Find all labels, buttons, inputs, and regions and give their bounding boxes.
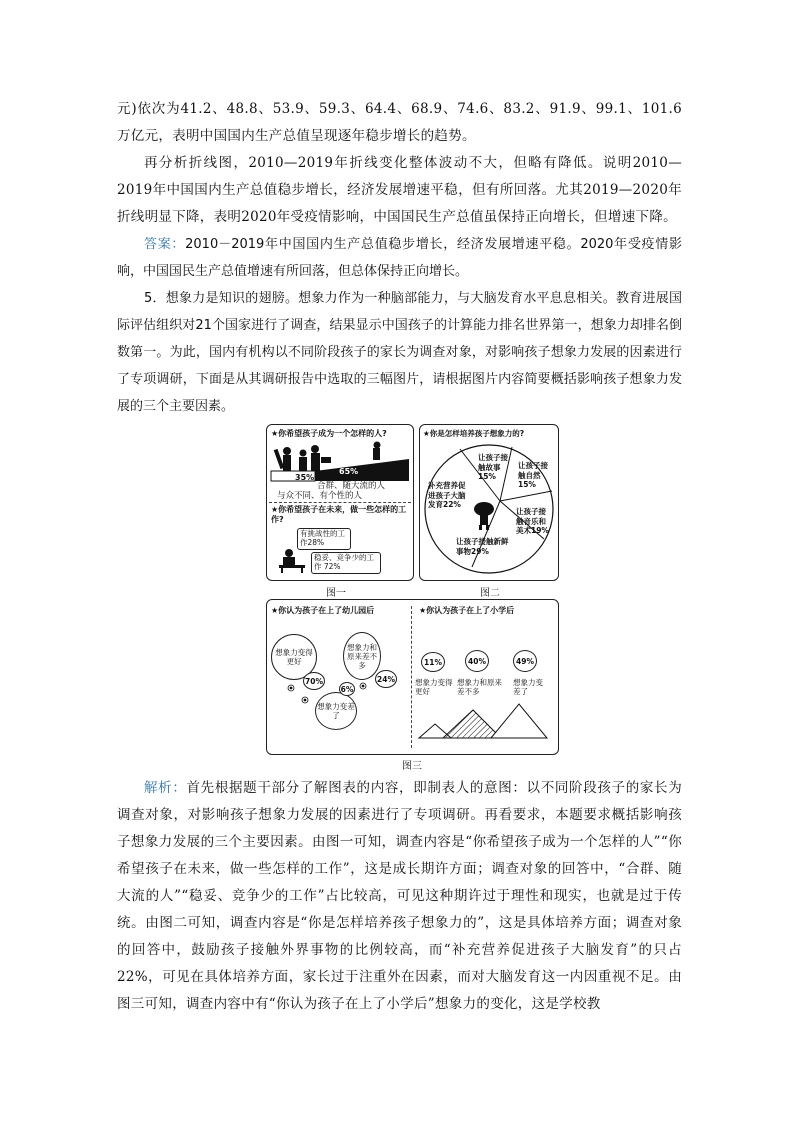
fig1-question-2: ★你希望孩子在未来，做一些怎样的工作? <box>271 505 407 524</box>
fig2-slice-music: 让孩子接触音乐和美术19% <box>516 507 549 535</box>
explanation-paragraph <box>117 775 682 1018</box>
fig3-question-right: ★你认为孩子在上了小学后 <box>419 606 515 615</box>
fig3-s-label-worse: 想象力变差了 <box>513 678 543 696</box>
fig3-question-left: ★你认为孩子在上了幼儿园后 <box>271 606 375 615</box>
fig1-divider <box>269 502 411 503</box>
fig2-slice-story: 让孩子接触故事15% <box>478 453 508 481</box>
fig3-k-better-circle: 想象力变得更好 <box>271 634 317 680</box>
fig1-option-a: 合群、随大流的人 <box>317 481 386 491</box>
fig1-question-1: ★你希望孩子成为一个怎样的人? <box>271 429 387 438</box>
fig1-option-c: 有挑战性的工作28% <box>300 529 345 547</box>
fig3-s-pct-same: 40% <box>465 650 489 672</box>
explanation-label: 解析： <box>144 780 187 796</box>
fig3-s-label-same: 想象力和原来差不多 <box>457 678 502 696</box>
fig2-child-icon <box>472 501 496 531</box>
fig3-k-same-circle: 想象力和原来差不多 <box>343 632 381 680</box>
fig3-s-pct-better: 11% <box>421 652 445 672</box>
fig1-option-b: 与众不同、有个性的人 <box>277 491 363 501</box>
fig2-slice-new: 让孩子接触新鲜事物29% <box>456 537 509 556</box>
figure-3-box <box>266 599 559 755</box>
fig3-k-pct-same: 24% <box>375 670 397 688</box>
answer-text: 2010－2019年中国国内生产总值稳步增长，经济发展增速平稳。2020年受疫情影响，中国国民生产总值增速有所回落，但总体保持正向增长。 <box>117 237 682 279</box>
question-5: 5．想象力是知识的翅膀。想象力作为一种脑部能力，与大脑发育水平息息相关。教育进展国际评估组织对21个国家进行了调查，结果显示中国孩子的计算能力排名世界第一，想象力却排名倒数第一。为此，国内有机构以不同阶段孩子的家长为调查对象，对影响孩子想象力发展的因素进行了专项调研，下面是从其调研报告中选取的三幅图片，请根据图片内容简要概括影响孩子想象力发展的三个主要因素。 <box>117 291 682 414</box>
figure-1-caption: 图一 <box>326 588 346 599</box>
answer-label: 答案： <box>144 237 186 252</box>
explanation-text: 首先根据题干部分了解图表的内容，即制表人的意图：以不同阶段孩子的家长为调查对象，对影响孩子想象力发展的因素进行了专项调研。再看要求，本题要求概括影响孩子想象力发展的三个主要因素。由图一可知，调查内容是“你希望孩子成为一个怎样的人”“你希望孩子在未来，做一些怎样的工作”，这是成长期许方面；调查对象的回答中，“合群、随大流的人”“稳妥、竞争少的工作”占比较高，可见这种期许过于理性和现实，也就是过于传统。由图二可知，调查内容是“你是怎样培养孩子想象力的”，这是具体培养方面；调查对象的回答中，鼓励孩子接触外界事物的比例较高，而“补充营养促进孩子大脑发育”的只占22%，可见在具体培养方面，家长过于注重外在因素，而对大脑发育这一内因重视不足。由图三可知，调查内容中有“你认为孩子在上了小学后”想象力的变化，这是学校教 <box>117 780 683 1012</box>
figure-2-box <box>419 424 559 581</box>
fig3-s-mountains <box>415 700 555 750</box>
fig3-s-pct-worse: 49% <box>513 650 537 672</box>
paragraph-gdp-values: 元)依次为41.2、48.8、53.9、59.3、64.4、68.9、74.6、83.2、91.9、99.1、101.6万亿元，表明中国国内生产总值呈现逐年稳步增长的趋势。 <box>117 101 682 144</box>
fig2-question: ★你是怎样培养孩子想象力的? <box>423 429 525 438</box>
figure-2-caption: 图二 <box>480 588 500 599</box>
fig3-divider <box>411 606 412 748</box>
fig1-desk-illustration <box>277 547 307 573</box>
paragraph-line-analysis: 再分析折线图，2010—2019年折线变化整体波动不大，但略有降低。说明2010—2019年中国国内生产总值稳步增长，经济发展增速平稳，但有所回落。尤其2019—2020年折线明显下降，表明2020年受疫情影响，中国国民生产总值虽保持正向增长，但增速下降。 <box>117 155 682 225</box>
fig3-k-worse-circle: 想象力变差了 <box>315 692 357 730</box>
fig3-k-pct-worse: 6% <box>339 682 355 696</box>
fig3-s-label-better: 想象力变得更好 <box>415 678 453 696</box>
fig2-slice-nature: 让孩子接触自然15% <box>518 461 548 489</box>
fig1-pct-35: 35% <box>295 473 315 482</box>
fig1-option-d: 稳妥、竞争少的工作 72% <box>314 553 374 571</box>
fig2-slice-nutrition: 补充营养促进孩子大脑发育22% <box>428 481 466 509</box>
figure-3-caption: 图三 <box>402 761 422 772</box>
figure-1-box <box>266 424 414 581</box>
answer-paragraph <box>117 231 682 285</box>
fig1-pct-65: 65% <box>339 467 359 476</box>
fig3-k-pct-better: 70% <box>303 672 325 690</box>
